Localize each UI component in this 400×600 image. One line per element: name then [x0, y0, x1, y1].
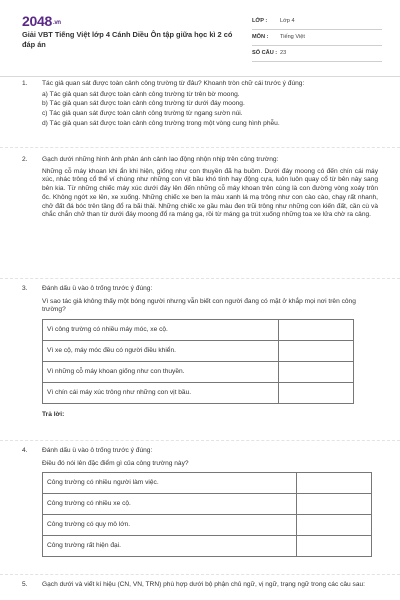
option-text: Công trường rất hiện đại.: [43, 536, 297, 557]
meta-value: Tiếng Việt: [280, 33, 305, 40]
question-number: 4.: [22, 447, 28, 454]
question-text: Gạch dưới và viết kí hiệu (CN, VN, TRN) phù hợp dưới bộ phận chủ ngữ, vị ngữ, trạng ngữ trong các câu sau:: [42, 581, 366, 588]
option-b[interactable]: b) Tác giả quan sát được toàn cảnh công trường từ dưới đáy moong.: [42, 100, 245, 108]
meta-row-count: [252, 46, 382, 62]
answer-checkbox[interactable]: [279, 383, 354, 404]
answer-table: [42, 319, 354, 404]
table-row: [43, 383, 354, 404]
option-text: Công trường có nhiều xe cộ.: [43, 494, 297, 515]
option-text: Vì chín cái máy xúc trông như những con vịt bầu.: [43, 383, 279, 404]
meta-key: MÔN :: [252, 33, 269, 40]
question-separator: [0, 440, 400, 441]
answer-table: [42, 472, 372, 557]
answer-checkbox[interactable]: [297, 515, 372, 536]
table-row: [43, 494, 372, 515]
answer-checkbox[interactable]: [279, 362, 354, 383]
meta-row-class: [252, 14, 382, 30]
meta-value: Lớp 4: [280, 17, 295, 24]
answer-checkbox[interactable]: [279, 320, 354, 341]
option-text: Vì những cỗ máy khoan giống như con thuyền.: [43, 362, 279, 383]
option-d[interactable]: d) Tác giả quan sát được toàn cảnh công trường trong một vòng cung hình phễu.: [42, 119, 280, 127]
table-row: [43, 362, 354, 383]
question-instruction: Đánh dấu ü vào ô trống trước ý đúng:: [42, 285, 153, 292]
answer-checkbox[interactable]: [297, 494, 372, 515]
question-3: [22, 285, 378, 420]
option-text: Công trường có quy mô lớn.: [43, 515, 297, 536]
question-separator: [0, 278, 400, 279]
table-row: [43, 341, 354, 362]
question-text: Gạch dưới những hình ảnh phản ánh cảnh lao động nhộn nhịp trên công trường:: [42, 156, 279, 163]
question-number: 2.: [22, 156, 28, 163]
question-text: Vì sao tác giả không thấy một bóng người nhưng vẫn biết con người đang có mặt ở khắp mọi nơi trên công trường?: [42, 297, 356, 314]
answer-checkbox[interactable]: [297, 536, 372, 557]
logo-tld: .vn: [52, 20, 61, 26]
question-separator: [0, 147, 400, 148]
meta-table: [252, 14, 382, 62]
question-5: [22, 581, 378, 592]
option-a[interactable]: a) Tác giả quan sát được toàn cảnh công trường từ trên bờ moong.: [42, 90, 240, 98]
option-text: Công trường có nhiều người làm việc.: [43, 473, 297, 494]
option-text: Vì công trường có nhiều máy móc, xe cộ.: [43, 320, 279, 341]
table-row: [43, 515, 372, 536]
question-number: 5.: [22, 581, 28, 588]
meta-key: LỚP :: [252, 17, 268, 24]
meta-row-subject: [252, 30, 382, 46]
question-separator: [0, 574, 400, 575]
table-row: [43, 320, 354, 341]
question-4: [22, 447, 378, 557]
table-row: [43, 536, 372, 557]
meta-value: 23: [280, 49, 287, 56]
answer-checkbox[interactable]: [297, 473, 372, 494]
question-number: 3.: [22, 285, 28, 292]
header-divider: [0, 76, 400, 77]
question-text: Điều đó nói lên đặc điểm gì của công trường này?: [42, 459, 189, 467]
answer-checkbox[interactable]: [279, 341, 354, 362]
option-text: Vì xe cộ, máy móc đều có người điều khiển.: [43, 341, 279, 362]
site-logo[interactable]: [22, 12, 61, 30]
table-row: [43, 473, 372, 494]
question-1: [22, 80, 378, 129]
option-c[interactable]: c) Tác giả quan sát được toàn cảnh công trường từ ngang sườn núi.: [42, 110, 243, 118]
answer-label: Trả lời:: [42, 411, 65, 419]
reading-passage[interactable]: Những cỗ máy khoan khi ẩn khi hiện, giống như con thuyền đã hạ buồm. Dưới đáy moong có đến chín cái máy xúc, nhác trông cổ thể ví chúng như những con vịt bầu khó tính hay động cựa, luôn luôn quay cổ từ bên này sang bên kia. Từ những chiếc máy xúc dưới đáy lên đến những cỗ máy khoan trên cùng là con đường vòng xoáy trôn ốc. Không ngớt xe lên, xe xuống. Những chiếc xe ben la màu xanh lá mạ trông như con cào cào, chạy rất nhanh, chở đất đá bóc trên tầng đổ ra bãi thải. Những chiếc xe gầu màu đen trũi trông như những con kiến đất, cần cù và chắc chắn chở than từ dưới đáy moong đổ ra máng ga, rồi từ máng ga trút xuống những toa xe lửa chờ ra cảng.: [42, 167, 378, 219]
question-text: Tác giả quan sát được toàn cảnh công trường từ đâu? Khoanh tròn chữ cái trước ý đúng:: [42, 80, 305, 87]
question-instruction: Đánh dấu ü vào ô trống trước ý đúng:: [42, 447, 153, 454]
document-header: [22, 12, 382, 66]
document-title: Giải VBT Tiếng Việt lớp 4 Cánh Diều Ôn tập giữa học kì 2 có đáp án: [22, 30, 233, 49]
question-2: [22, 156, 378, 220]
meta-key: SỐ CÂU :: [252, 49, 278, 56]
logo-text: 2048: [22, 13, 52, 29]
question-number: 1.: [22, 80, 28, 87]
